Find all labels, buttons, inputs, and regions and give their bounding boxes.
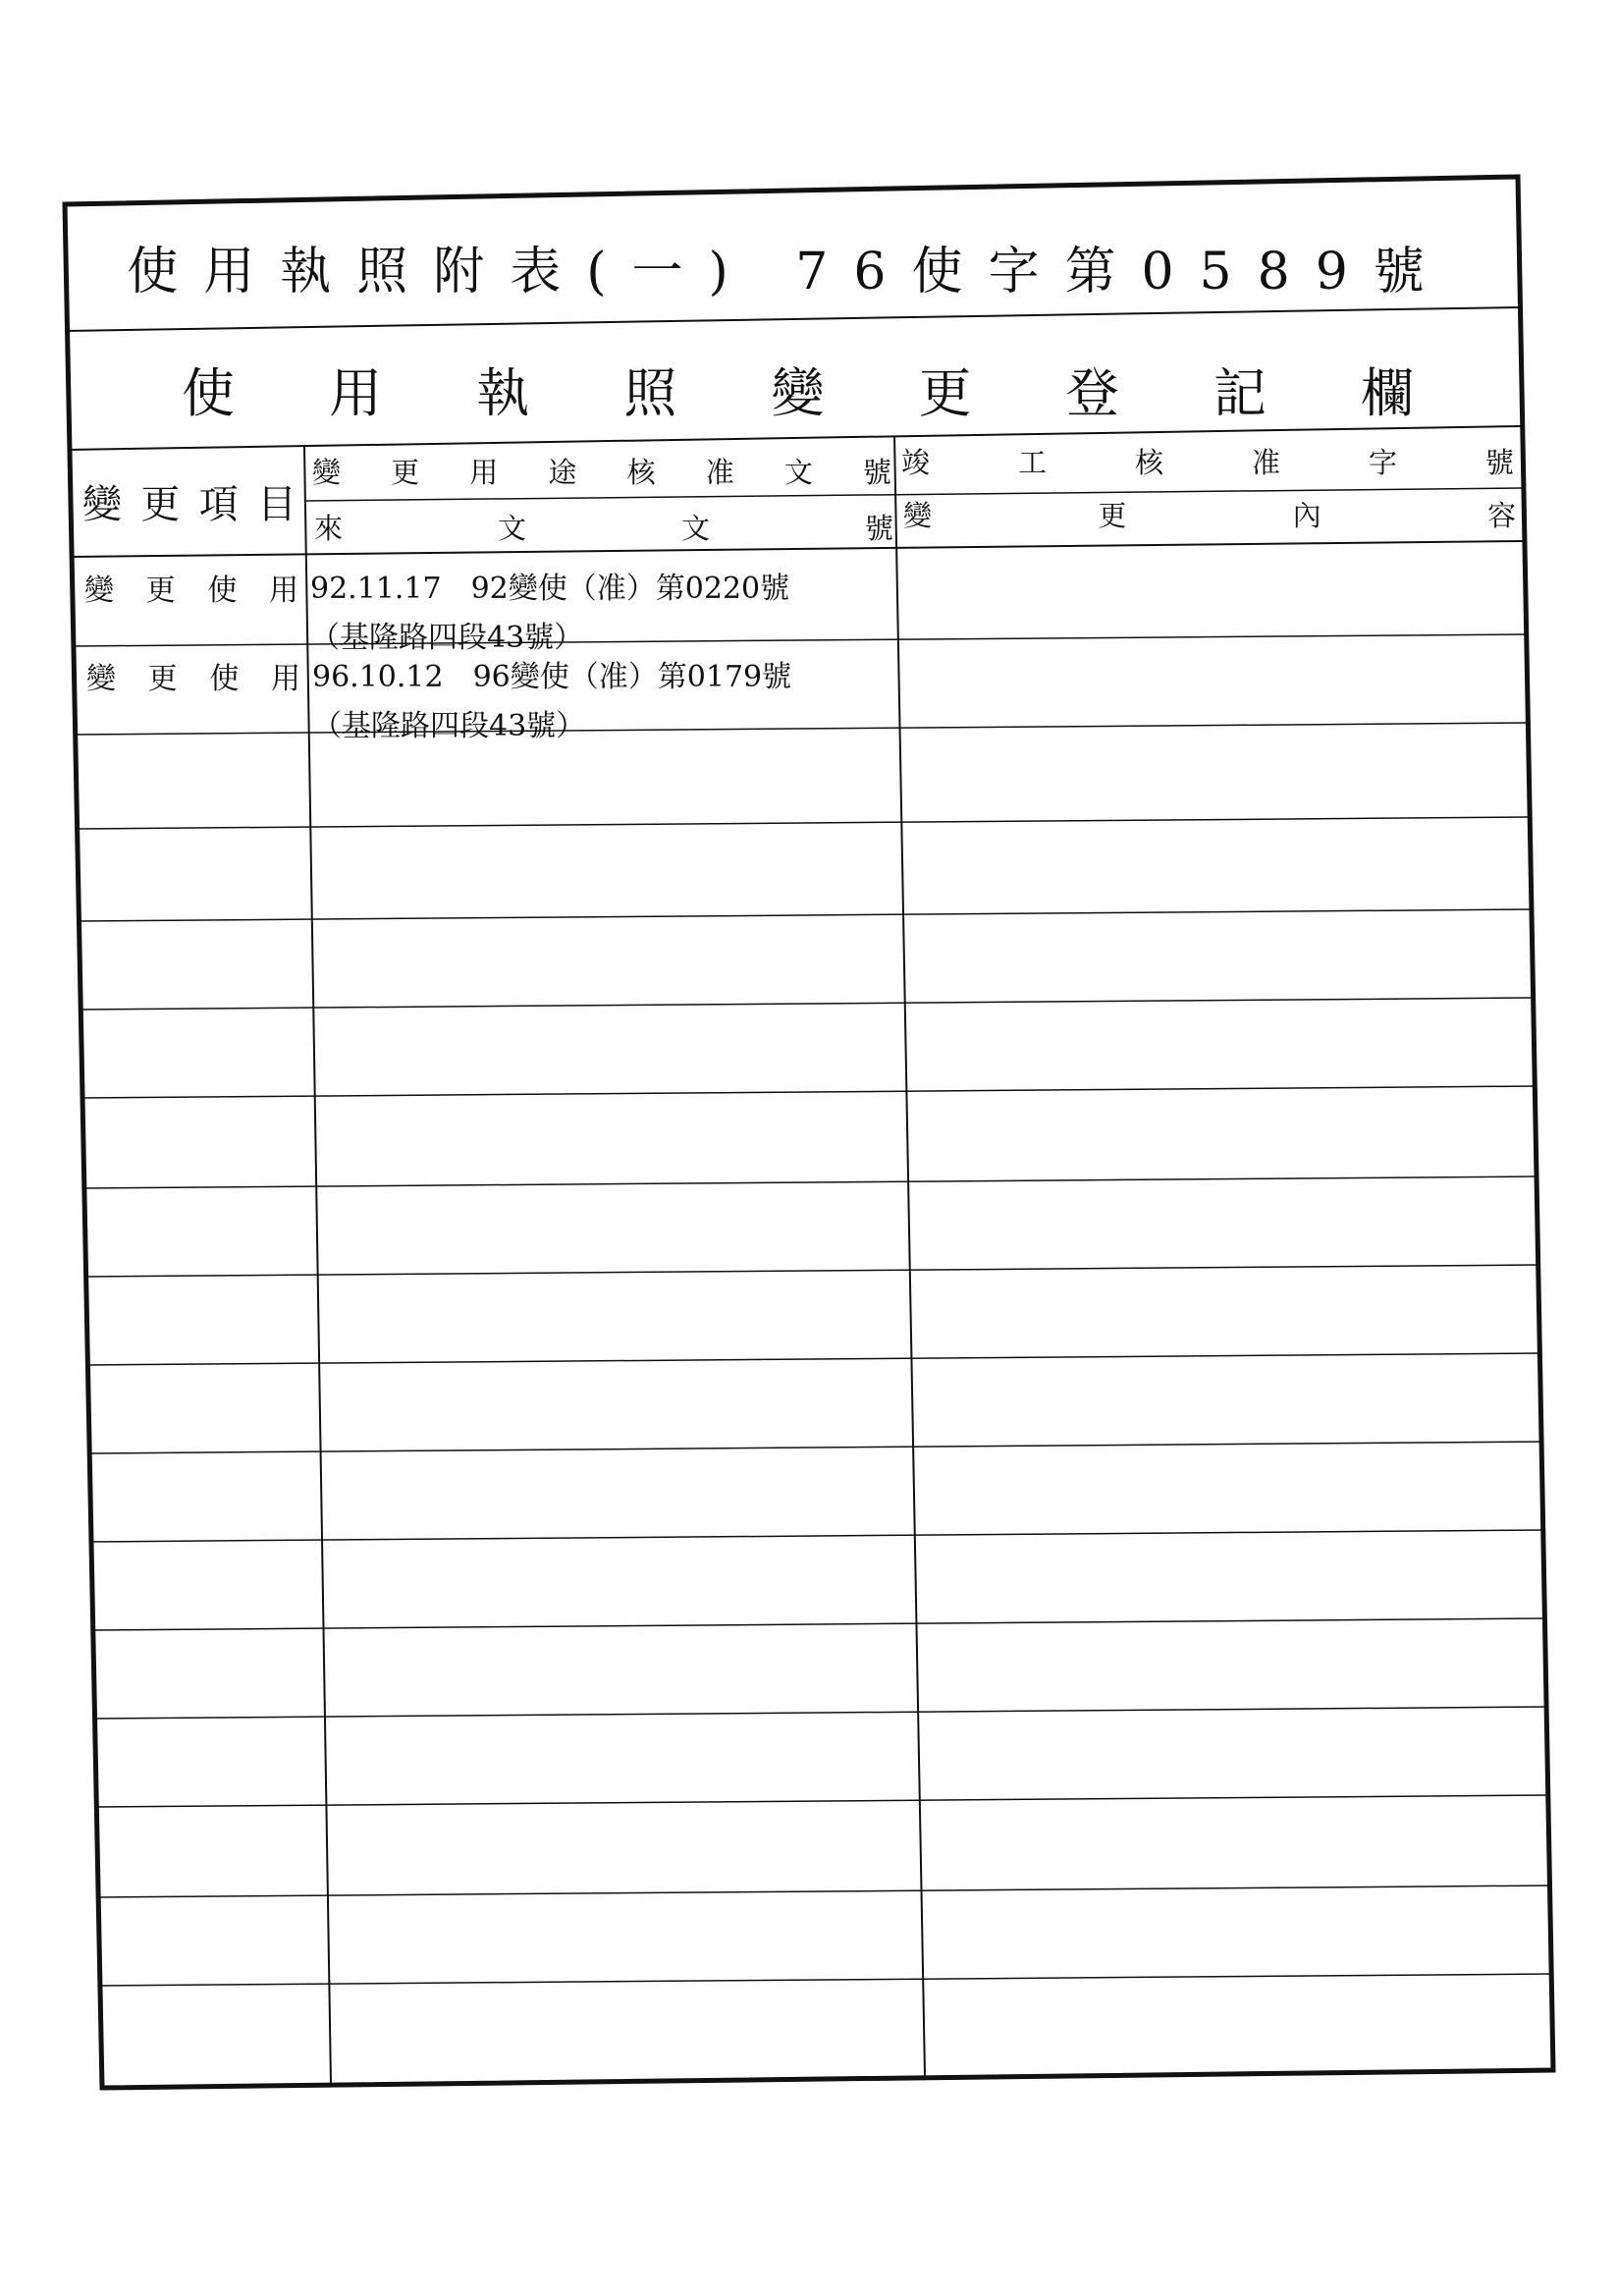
row-1-approval-line1: 92.11.17 92變使（准）第0220號 — [310, 572, 790, 606]
section-title-char: 更 — [918, 361, 972, 424]
row-2-approval — [312, 652, 791, 744]
row-1-item-char: 使 — [207, 574, 238, 608]
column-header-completion-no-char: 竣 — [901, 445, 931, 479]
row-line — [93, 1707, 1546, 1719]
row-2-item-char: 更 — [147, 662, 178, 696]
row-line — [95, 1795, 1548, 1807]
column-header-approval-no-char: 途 — [548, 455, 577, 489]
column-header-item-char: 變 — [82, 481, 122, 527]
column-header-completion-no-char: 號 — [1484, 445, 1514, 479]
row-line — [90, 1530, 1543, 1542]
column-header-completion-no-char: 准 — [1251, 445, 1280, 479]
row-1-item-char: 用 — [268, 574, 298, 608]
column-header-item-char: 項 — [198, 481, 239, 527]
row-line — [98, 1974, 1551, 1986]
column-header-change-content-char: 變 — [903, 498, 933, 532]
column-header-approval-no — [312, 450, 891, 491]
row-line — [80, 998, 1533, 1010]
section-title-char: 執 — [476, 361, 530, 424]
column-header-completion-no-char: 工 — [1017, 445, 1047, 479]
row-line — [76, 817, 1529, 829]
section-title-char: 登 — [1065, 361, 1119, 424]
column-header-approval-no-char: 變 — [312, 455, 342, 489]
column-header-approval-no-char: 文 — [783, 455, 813, 489]
column-header-incoming-doc-no-char: 號 — [864, 511, 893, 545]
column-header-completion-no-char: 核 — [1134, 445, 1163, 479]
section-title-char: 欄 — [1361, 361, 1414, 424]
section-title-char: 記 — [1213, 361, 1267, 424]
row-2-item-char: 變 — [86, 662, 116, 696]
column-header-approval-no-char: 核 — [626, 455, 656, 489]
row-line — [81, 1086, 1535, 1098]
row-line — [75, 723, 1528, 735]
page-title: 使用執照附表(一) 76使字第0589號 — [127, 242, 1450, 301]
column-header-incoming-doc-no-char: 來 — [314, 511, 344, 545]
section-title-char: 變 — [771, 361, 825, 424]
section-title-char: 照 — [623, 361, 677, 424]
column-header-incoming-doc-no-char: 文 — [497, 511, 526, 545]
row-lines — [73, 634, 1552, 1986]
row-line — [84, 1265, 1537, 1277]
row-2-item-char: 用 — [270, 662, 300, 696]
row-line — [91, 1618, 1544, 1630]
row-2-approval-line1: 96.10.12 96變使（准）第0179號 — [312, 660, 792, 694]
column-header-completion-no-char: 字 — [1368, 445, 1397, 479]
row-line — [86, 1353, 1539, 1365]
column-header-approval-no-char: 號 — [862, 455, 891, 489]
column-header-item-char: 更 — [140, 481, 181, 527]
column-header-incoming-doc-no — [314, 506, 893, 547]
row-1-item — [84, 566, 298, 609]
section-title-char: 使 — [182, 361, 235, 424]
row-1-approval-line2: （基隆路四段43號） — [310, 621, 584, 655]
row-2-approval-line2: （基隆路四段43號） — [312, 709, 586, 743]
row-line — [73, 634, 1526, 646]
column-header-item-char: 目 — [256, 481, 297, 527]
column-header-approval-no-char: 用 — [469, 455, 499, 489]
row-line — [97, 1886, 1550, 1897]
column-header-change-content-char: 內 — [1292, 498, 1321, 532]
row-1-item-char: 更 — [145, 574, 176, 608]
row-2-item-char: 使 — [209, 662, 240, 696]
column-header-change-content-char: 容 — [1486, 498, 1516, 532]
row-1-item-char: 變 — [84, 574, 114, 608]
row-line — [78, 909, 1531, 921]
col-divider-2 — [894, 436, 925, 2076]
column-header-incoming-doc-no-char: 文 — [680, 511, 710, 545]
row-line — [88, 1442, 1541, 1453]
column-header-completion-no — [901, 440, 1514, 481]
column-header-change-content — [903, 493, 1516, 534]
row-line — [83, 1176, 1537, 1188]
row-2-item — [86, 654, 300, 697]
section-title — [182, 336, 1414, 442]
column-header-approval-no-char: 准 — [705, 455, 734, 489]
row-1-approval — [310, 564, 789, 656]
section-title-char: 用 — [329, 361, 383, 424]
column-header-item — [82, 471, 297, 530]
column-header-approval-no-char: 更 — [391, 455, 420, 489]
column-header-change-content-char: 更 — [1098, 498, 1127, 532]
